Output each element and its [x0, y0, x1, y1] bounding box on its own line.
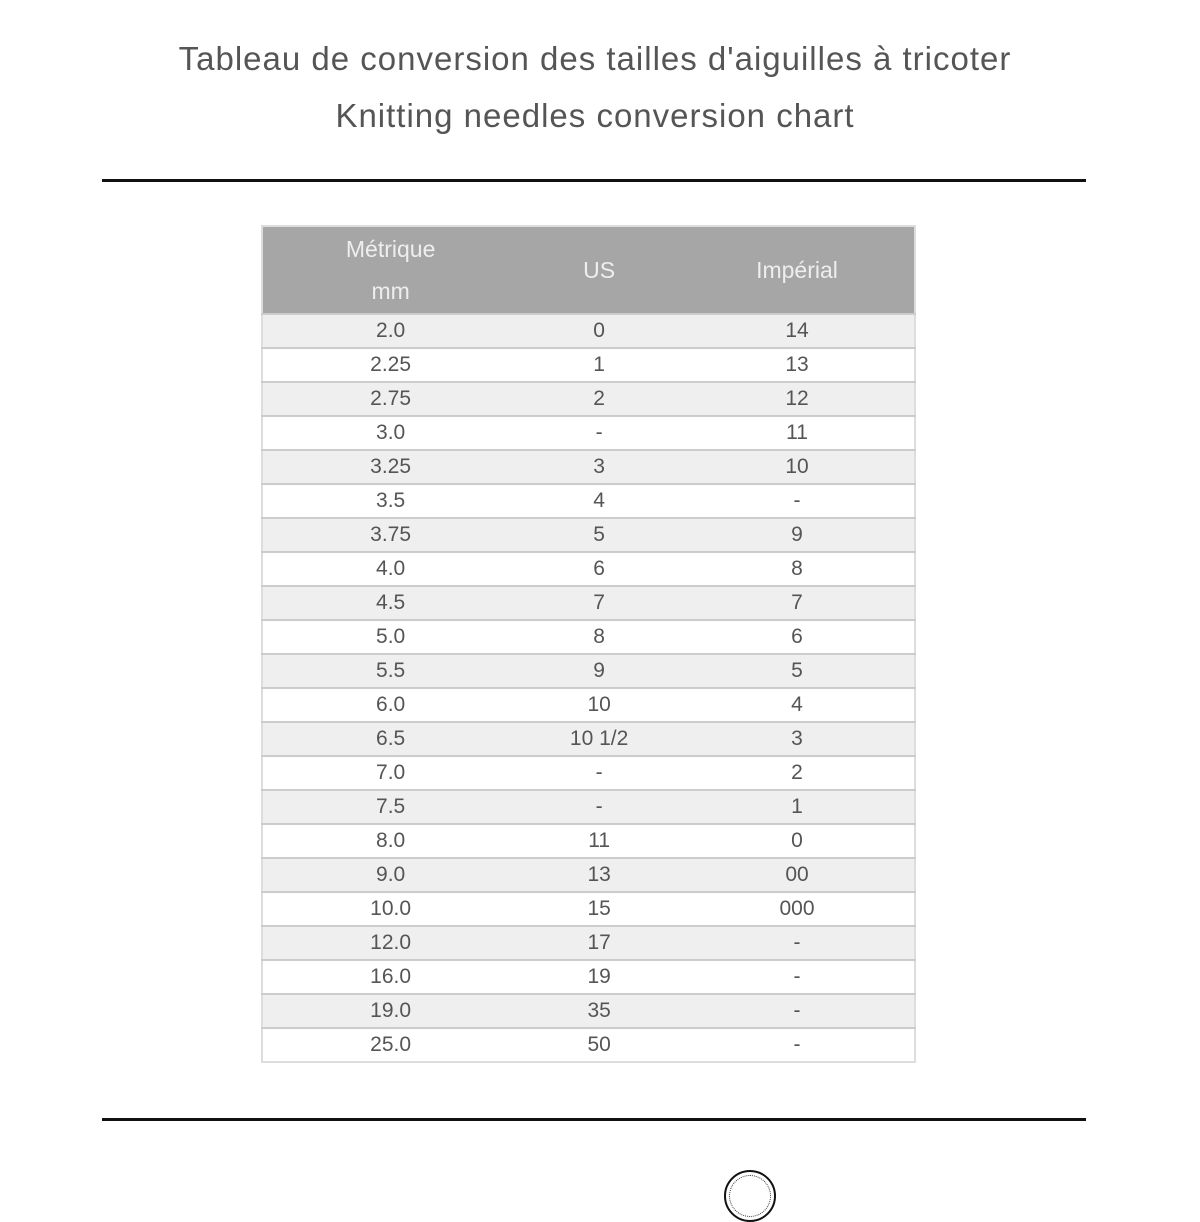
- table-row: [262, 960, 915, 994]
- cell-us: 10 1/2: [518, 722, 680, 756]
- cell-us: 0: [518, 314, 680, 348]
- table-row: [262, 518, 915, 552]
- cell-imperial: 11: [680, 416, 915, 450]
- table-row: [262, 654, 915, 688]
- cell-imperial: 3: [680, 722, 915, 756]
- cell-us: -: [518, 790, 680, 824]
- cell-metric: 8.0: [262, 824, 518, 858]
- cell-metric: 2.25: [262, 348, 518, 382]
- cell-imperial: 6: [680, 620, 915, 654]
- cell-imperial: 2: [680, 756, 915, 790]
- cell-us: 4: [518, 484, 680, 518]
- cell-metric: 5.5: [262, 654, 518, 688]
- subtitle-english: Knitting needles conversion chart: [335, 97, 855, 134]
- cell-us: -: [518, 756, 680, 790]
- table-row: [262, 552, 915, 586]
- bottom-divider: [102, 1118, 1086, 1121]
- cell-metric: 6.5: [262, 722, 518, 756]
- table-row: [262, 348, 915, 382]
- table-row: [262, 926, 915, 960]
- cell-imperial: 8: [680, 552, 915, 586]
- conversion-table: [261, 225, 916, 1063]
- cell-imperial: 13: [680, 348, 915, 382]
- cell-us: 6: [518, 552, 680, 586]
- header-metric-label: Métrique: [345, 236, 436, 262]
- table-row: [262, 892, 915, 926]
- cell-metric: 3.75: [262, 518, 518, 552]
- cell-metric: 2.0: [262, 314, 518, 348]
- table-row: [262, 450, 915, 484]
- cell-metric: 25.0: [262, 1028, 518, 1062]
- table-header-row: [262, 226, 915, 314]
- header-imperial: Impérial: [680, 226, 915, 314]
- cell-metric: 3.0: [262, 416, 518, 450]
- cell-us: 19: [518, 960, 680, 994]
- cell-metric: 12.0: [262, 926, 518, 960]
- top-divider: [102, 179, 1086, 182]
- cell-metric: 19.0: [262, 994, 518, 1028]
- table-row: [262, 858, 915, 892]
- cell-imperial: 5: [680, 654, 915, 688]
- cell-imperial: 00: [680, 858, 915, 892]
- cell-us: -: [518, 416, 680, 450]
- cell-imperial: -: [680, 994, 915, 1028]
- cell-us: 7: [518, 586, 680, 620]
- cell-imperial: 10: [680, 450, 915, 484]
- cell-metric: 9.0: [262, 858, 518, 892]
- header-metric-unit: mm: [371, 278, 410, 304]
- cell-imperial: -: [680, 960, 915, 994]
- cell-imperial: 1: [680, 790, 915, 824]
- table-row: [262, 722, 915, 756]
- header-metric: [262, 226, 518, 314]
- cell-imperial: -: [680, 484, 915, 518]
- cell-us: 15: [518, 892, 680, 926]
- table-row: [262, 620, 915, 654]
- cell-imperial: -: [680, 1028, 915, 1062]
- table-row: [262, 994, 915, 1028]
- cell-metric: 3.25: [262, 450, 518, 484]
- cell-imperial: 4: [680, 688, 915, 722]
- cell-us: 50: [518, 1028, 680, 1062]
- cell-us: 35: [518, 994, 680, 1028]
- brand-logo: [724, 1170, 776, 1222]
- header-us: US: [518, 226, 680, 314]
- table-row: [262, 382, 915, 416]
- cell-us: 17: [518, 926, 680, 960]
- table-row: [262, 688, 915, 722]
- cell-imperial: 14: [680, 314, 915, 348]
- cell-imperial: -: [680, 926, 915, 960]
- table-row: [262, 586, 915, 620]
- cell-metric: 10.0: [262, 892, 518, 926]
- subtitle-french: Tableau de conversion des tailles d'aiguilles à tricoter: [178, 40, 1012, 77]
- cell-us: 10: [518, 688, 680, 722]
- cell-us: 13: [518, 858, 680, 892]
- cell-metric: 7.0: [262, 756, 518, 790]
- table-row: [262, 314, 915, 348]
- cell-metric: 2.75: [262, 382, 518, 416]
- cell-imperial: 9: [680, 518, 915, 552]
- cell-metric: 16.0: [262, 960, 518, 994]
- cell-us: 9: [518, 654, 680, 688]
- cell-imperial: 0: [680, 824, 915, 858]
- table-row: [262, 416, 915, 450]
- cell-metric: 3.5: [262, 484, 518, 518]
- table-row: [262, 824, 915, 858]
- table-row: [262, 790, 915, 824]
- cell-imperial: 12: [680, 382, 915, 416]
- cell-metric: 5.0: [262, 620, 518, 654]
- cell-metric: 4.5: [262, 586, 518, 620]
- cell-us: 1: [518, 348, 680, 382]
- cell-us: 2: [518, 382, 680, 416]
- cell-us: 5: [518, 518, 680, 552]
- cell-imperial: 7: [680, 586, 915, 620]
- cell-us: 3: [518, 450, 680, 484]
- table-row: [262, 484, 915, 518]
- table-row: [262, 1028, 915, 1062]
- table-row: [262, 756, 915, 790]
- cell-us: 11: [518, 824, 680, 858]
- cell-metric: 7.5: [262, 790, 518, 824]
- cell-metric: 4.0: [262, 552, 518, 586]
- cell-us: 8: [518, 620, 680, 654]
- cell-imperial: 000: [680, 892, 915, 926]
- cell-metric: 6.0: [262, 688, 518, 722]
